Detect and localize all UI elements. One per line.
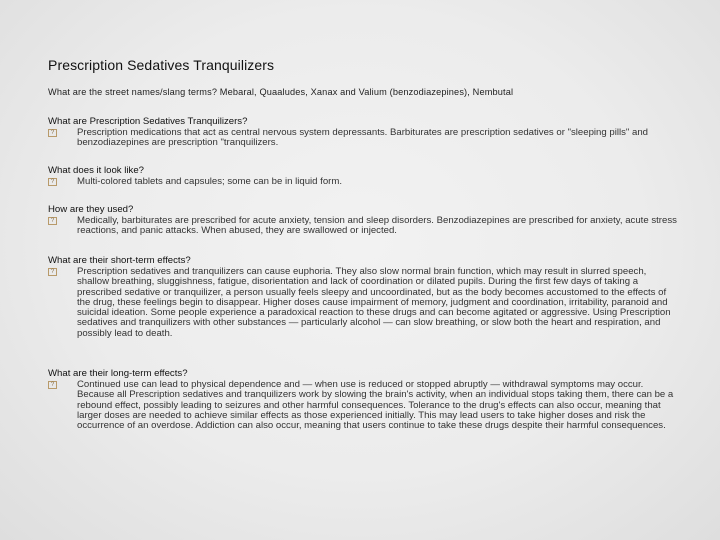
slide-title: Prescription Sedatives Tranquilizers [48, 57, 275, 73]
section-answer: Prescription medications that act as central nervous system depressants. Barbiturates are prescription sedatives or "sleeping pills" and benzodiazepines are prescription "tranquilizers. [77, 127, 648, 149]
bullet-icon: ? [48, 217, 57, 225]
bullet-icon: ? [48, 381, 57, 389]
section-question: How are they used? [48, 204, 134, 215]
street-names-line: What are the street names/slang terms? Mebaral, Quaaludes, Xanax and Valium (benzodiazepines), Nembutal [48, 87, 514, 97]
list-item [48, 128, 678, 149]
bullet-icon: ? [48, 268, 57, 276]
section-question: What are Prescription Sedatives Tranquilizers? [48, 116, 248, 127]
section-answer: Medically, barbiturates are prescribed for acute anxiety, tension and sleep disorders. Benzodiazepines are prescribed for anxiety, acute stress reactions, and panic attacks. When abused, they are swallowed or injected. [77, 215, 677, 237]
section-question: What are their short-term effects? [48, 255, 191, 266]
section-long-term [48, 368, 678, 431]
bullet-icon: ? [48, 129, 57, 137]
section-how-used [48, 204, 678, 237]
section-question: What does it look like? [48, 165, 144, 176]
list-item [48, 216, 678, 237]
bullet-icon: ? [48, 178, 57, 186]
list-item [48, 267, 678, 339]
section-answer: Multi-colored tablets and capsules; some can be in liquid form. [77, 176, 343, 187]
section-question: What are their long-term effects? [48, 368, 188, 379]
list-item [48, 177, 678, 187]
section-answer: Prescription sedatives and tranquilizers can cause euphoria. They also slow normal brain function, which may result in slurred speech, shallow breathing, sluggishness, fatigue, disorientation and lack of coordination or dilated pupils. During the first few days of taking a prescribed sedative or tranquilizer, a person usually feels sleepy and uncoordinated, but as the body becomes accustomed to the effects of the drug, these feelings begin to disappear. Higher doses cause impairment of memory, judgment and coordination, irritability, paranoid and suicidal ideation. Some people experience a paradoxical reaction to these drugs and can become agitated or aggressive. Using Prescription sedatives and tranquilizers with other substances — particularly alcohol — can slow breathing, or slow both the heart and respiration, and possibly lead to death. [77, 266, 671, 339]
list-item [48, 380, 678, 431]
section-short-term [48, 255, 678, 339]
section-what-are [48, 116, 678, 149]
section-look-like [48, 165, 678, 187]
section-answer: Continued use can lead to physical dependence and — when use is reduced or stopped abruptly — withdrawal symptoms may occur. Because all Prescription sedatives and tranquilizers work by slowing the brain's activity, when an individual stops taking them, there can be a rebound effect, possibly leading to seizures and other harmful consequences. Tolerance to the drug's effects can also occur, meaning that larger doses are needed to achieve similar effects as those experienced initially. This may lead users to take higher doses and risk the occurrence of an overdose. Addiction can also occur, meaning that users continue to take these drugs despite their harmful consequences. [77, 379, 674, 432]
